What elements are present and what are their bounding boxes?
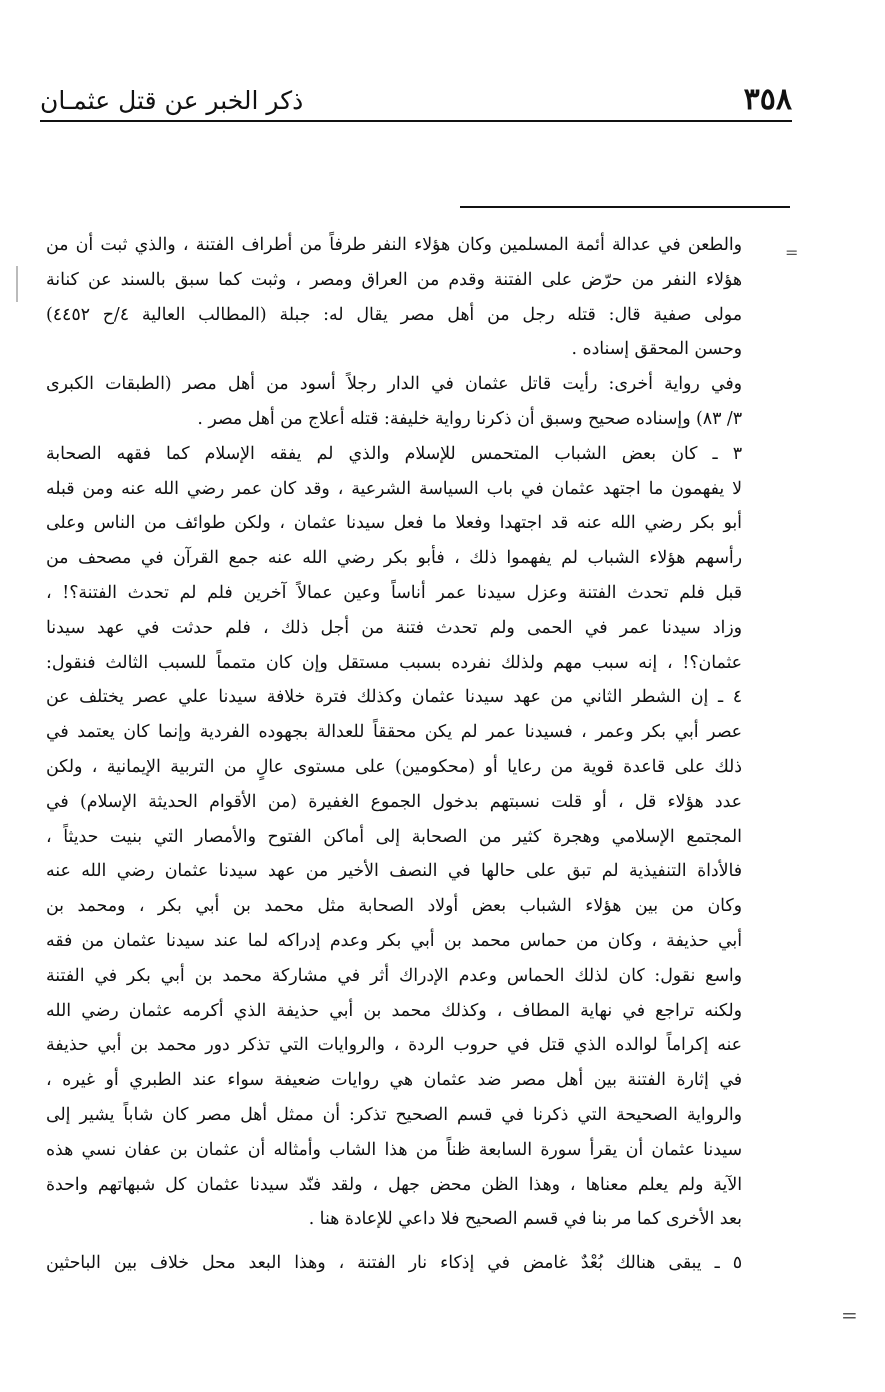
text-line: وحسن المحقق إسناده . xyxy=(571,339,742,360)
text-line: الآية ولم يعلم معناها ، وهذا الظن محض جهل ، ولقد فنّد سيدنا عثمان كل شبهاتهم واحدة xyxy=(46,1174,742,1195)
text-line: ذلك على قاعدة قوية من رعايا أو (محكومين) على مستوى عالٍ من التربية الإيمانية ، ولكن xyxy=(46,756,742,777)
text-line: وفي رواية أخرى: رأيت قاتل عثمان في الدار رجلاً أسود من أهل مصر (الطبقات الكبرى xyxy=(46,374,742,395)
running-title: ذكر الخبر عن قتل عثمـان xyxy=(40,86,304,115)
text-line: ولكنه تراجع في نهاية المطاف ، وكذلك محمد بن أبي حذيفة الذي أكرمه عثمان رضي الله xyxy=(46,1000,742,1021)
text-line: ٣ ـ كان بعض الشباب المتحمس للإسلام والذي لم يفقه الإسلام كما فقهه الصحابة xyxy=(46,443,742,464)
text-line: ٤ ـ إن الشطر الثاني من عهد سيدنا عثمان وكذلك فترة خلافة سيدنا علي عصر يختلف عن xyxy=(46,687,742,708)
page-header xyxy=(40,82,792,122)
text-line: ٣/ ٨٣) وإسناده صحيح وسبق أن ذكرنا رواية خليفة: قتله أعلاج من أهل مصر . xyxy=(197,408,742,429)
text-line: عنه إكراماً لوالده الذي قتل في حروب الردة ، والروايات التي تذكر دور محمد بن أبي حذيفة xyxy=(46,1035,742,1056)
text-line: أبو بكر رضي الله عنه قد اجتهدا وفعلا ما فعل سيدنا عثمان ، ولكن طوائف من الناس وعلى xyxy=(46,513,742,534)
margin-tick xyxy=(16,266,18,302)
text-line: فالأداة التنفيذية لم تبق على حالها في النصف الأخير من عهد سيدنا عثمان رضي الله عنه xyxy=(46,861,742,882)
text-line: في إثارة الفتنة بين أهل مصر ضد عثمان هي روايات ضعيفة سواء عند الطبري أو غيره ، xyxy=(46,1070,742,1091)
text-line: عصر أبي بكر وعمر ، فسيدنا عمر لم يكن محققاً للعدالة بجهوده الفردية وإنما كان يعتمد في xyxy=(46,722,742,743)
text-line: سيدنا عثمان أن يقرأ سورة السابعة ظناً من هذا الشاب وأمثاله أن عثمان بن عفان نسي هذه xyxy=(46,1139,742,1160)
text-line: قبل فلم تحدث الفتنة وعزل سيدنا عمر أناساً وعين عمالاً آخرين فلم لم تحدث الفتنة؟! ، xyxy=(46,582,742,603)
text-line: أبي حذيفة ، وكان من حماس محمد بن أبي بكر وعدم إدراكه لما عند سيدنا عثمان من فقه xyxy=(46,930,742,951)
text-line: واسع نقول: كان لذلك الحماس وعدم الإدراك أثر في مشاركة محمد بن أبي بكر في الفتنة xyxy=(46,965,742,986)
text-line: ٥ ـ يبقى هنالك بُعْدٌ غامض في إذكاء نار الفتنة ، وهذا البعد محل خلاف بين الباحثين xyxy=(46,1253,742,1274)
footnote-body xyxy=(46,228,742,1281)
text-line: والطعن في عدالة أئمة المسلمين وكان هؤلاء النفر طرفاً من أطراف الفتنة ، والذي ثبت أن من xyxy=(46,235,742,255)
text-line: عدد هؤلاء قل ، أو قلت نسبتهم بدخول الجموع الغفيرة (من الأقوام الحديثة الإسلام) في xyxy=(46,791,742,812)
text-line: والرواية الصحيحة التي ذكرنا في قسم الصحيح تذكر: أن ممثل أهل مصر كان شاباً يشير إلى xyxy=(46,1104,742,1125)
paragraph-gap xyxy=(46,1237,742,1246)
footnote-separator-rule xyxy=(460,206,790,208)
text-line: بعد الأخرى كما مر بنا في قسم الصحيح فلا داعي للإعادة هنا . xyxy=(308,1209,742,1230)
continuation-mark-top: = xyxy=(785,243,799,262)
text-line: المجتمع الإسلامي وهجرة كثير من الصحابة إلى أماكن الفتوح والأمصار التي بنيت حديثاً ، xyxy=(46,826,742,847)
text-line: هؤلاء النفر من حرّض على الفتنة وقدم من العراق ومصر ، وثبت كما سبق بالسند عن كنانة xyxy=(46,269,742,290)
text-line: وكان من بين هؤلاء الشباب بعض أولاد الصحابة مثل محمد بن أبي بكر ، ومحمد بن xyxy=(46,896,742,917)
text-line: عثمان؟! ، إنه سبب مهم ولذلك نفرده بسبب مستقل وإن كان متمماً للسبب الثالث فنقول: xyxy=(46,652,742,673)
page-number: ٣٥٨ xyxy=(743,82,792,117)
text-line: وزاد سيدنا عمر في الحمى ولم تحدث فتنة من أجل ذلك ، فلم حدثت في عهد سيدنا xyxy=(46,617,742,638)
text-line: لا يفهمون ما اجتهد عثمان في باب السياسة الشرعية ، وقد كان عمر رضي الله عنه ومن قبله xyxy=(46,478,742,499)
text-line: رأسهم هؤلاء الشباب لم يفهموا ذلك ، فأبو بكر رضي الله عنه جمع القرآن في مصحف من xyxy=(46,548,742,569)
continuation-mark-bottom: = xyxy=(841,1303,858,1327)
text-line: مولى صفية قال: قتله رجل من أهل مصر يقال له: جبلة (المطالب العالية ٤/ح ٤٤٥٢) xyxy=(46,304,742,325)
